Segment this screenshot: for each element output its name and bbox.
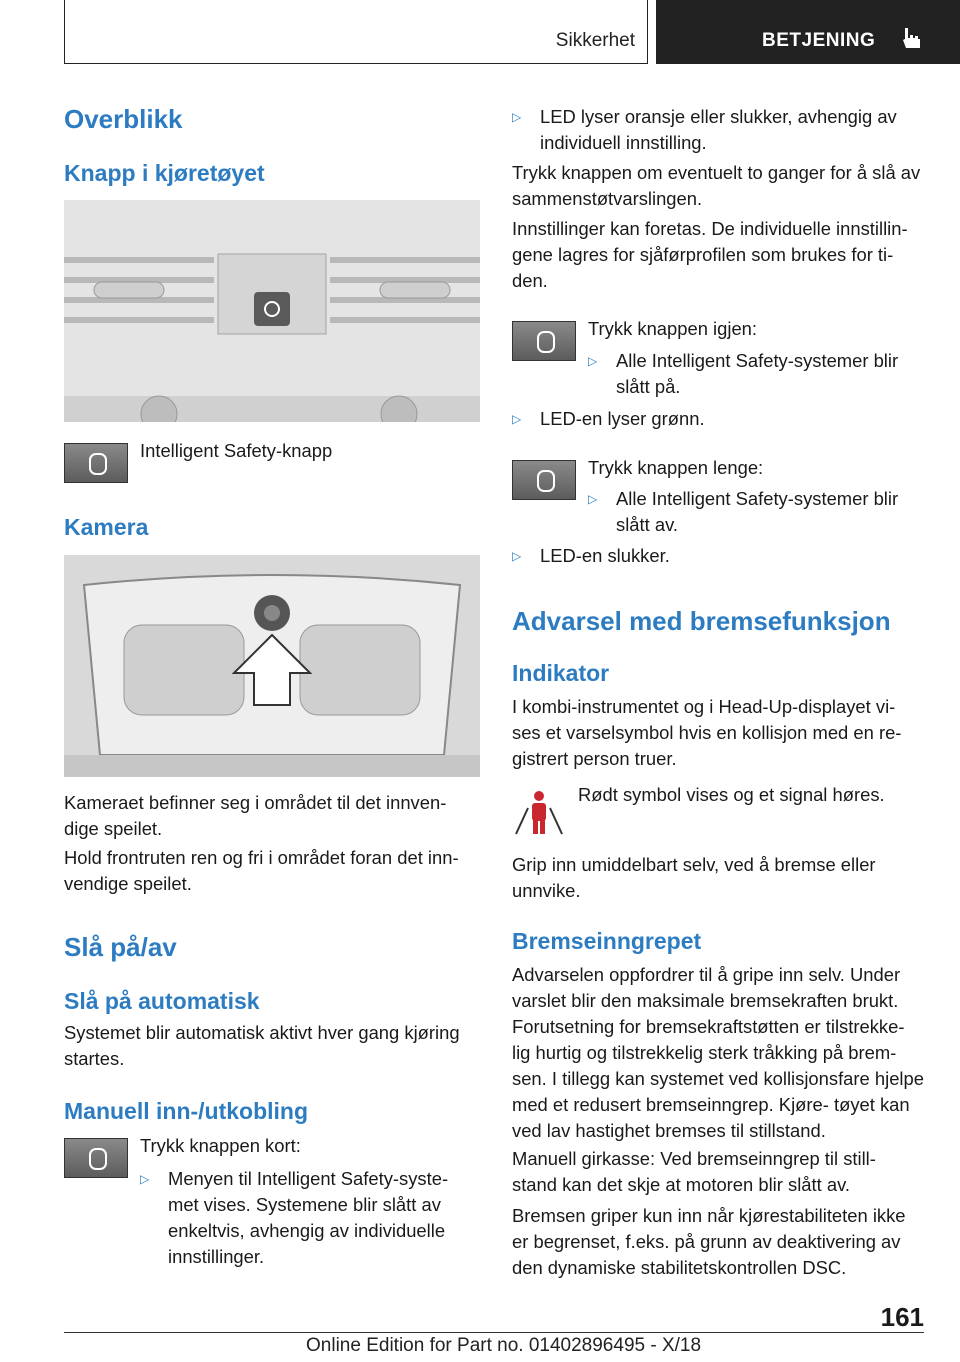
indicator-paragraph: I kombi-instrumentet og i Head-Up-displayet vi- ses et varselsymbol hvis en kollisjon med en re- gistrert person truer.	[512, 696, 902, 769]
safety-button-icon	[64, 1138, 128, 1178]
safety-button-icon	[512, 460, 576, 500]
heading-overview: Overblikk	[64, 104, 183, 134]
camera-photo	[64, 555, 480, 777]
heading-intervention: Bremseinngrepet	[512, 928, 702, 954]
settings-paragraph: Innstillinger kan foretas. De individuelle innstillin- gene lagres for sjåførprofilen som brukes for ti- den.	[512, 218, 908, 291]
windshield-camera-illustration	[64, 555, 480, 777]
long-press-bullet: ▷ Alle Intelligent Safety-systemer blir slått av.	[588, 486, 936, 538]
safety-button-icon	[512, 321, 576, 361]
safety-button-icon	[64, 443, 128, 483]
camera-paragraph-1: Kameraet befinner seg i området til det innven- dige speilet.	[64, 792, 447, 839]
heading-button-in-vehicle: Knapp i kjøretøyet	[64, 160, 265, 186]
camera-paragraph-2: Hold frontruten ren og fri i området foran det inn- vendige speilet.	[64, 847, 459, 894]
heading-indicator: Indikator	[512, 660, 610, 686]
header-chapter: BETJENING	[762, 30, 876, 51]
heading-auto-on: Slå på automatisk	[64, 988, 260, 1014]
led-orange-bullet: ▷ LED lyser oransje eller slukker, avhengig av individuell innstilling.	[512, 104, 924, 156]
heading-manual: Manuell inn-/utkobling	[64, 1098, 309, 1124]
footer-divider	[64, 1332, 924, 1333]
heading-brake-warning: Advarsel med bremsefunksjon	[512, 606, 891, 636]
heading-camera: Kamera	[64, 514, 149, 540]
page-number: 161	[880, 1302, 924, 1332]
header-section-box	[64, 0, 648, 64]
grip-paragraph: Grip inn umiddelbart selv, ved å bremse eller unnvike.	[512, 854, 876, 901]
intervention-paragraph-3: Bremsen griper kun inn når kjørestabiliteten ikke er begrenset, f.eks. på grunn av deaktivering av den dynamiske stabilitetskontrollen DSC.	[512, 1205, 906, 1278]
led-green-bullet: ▷ LED-en lyser grønn.	[512, 406, 924, 432]
press-again-text: Trykk knappen igjen:	[588, 318, 758, 339]
dashboard-button-photo	[64, 200, 480, 422]
header-chapter-box	[656, 0, 960, 64]
short-press-text: Trykk knappen kort:	[140, 1135, 301, 1156]
led-off-bullet: ▷ LED-en slukker.	[512, 543, 924, 569]
red-symbol-text: Rødt symbol vises og et signal høres.	[578, 784, 885, 805]
pedestrian-warning-icon	[512, 788, 566, 838]
heading-on-off: Slå på/av	[64, 932, 177, 962]
long-press-text: Trykk knappen lenge:	[588, 457, 764, 478]
caption-safety-button: Intelligent Safety-knapp	[140, 440, 333, 461]
pointing-hand-icon	[900, 26, 924, 52]
press-twice-paragraph: Trykk knappen om eventuelt to ganger for å slå av sammenstøtvarslingen.	[512, 162, 921, 209]
dashboard-illustration	[64, 200, 480, 422]
header-section: Sikkerhet	[555, 30, 635, 51]
intervention-paragraph-2: Manuell girkasse: Ved bremseinngrep til still- stand kan det skje at motoren blir slått av.	[512, 1148, 876, 1195]
intervention-paragraph-1: Advarselen oppfordrer til å gripe inn selv. Under varslet blir den maksimale bremsekraften brukt. Forutsetning for bremsekraftstøtten er tilstrekke- lig hurtig og tilstrekkelig sterk tråkking på brem- sen. I tillegg kan systemet ved kollisjonsfare hjelpe med et redusert bremseinngrep. Kjøre- tøyet kan ved lav hastighet bremses til stillstand.	[512, 964, 924, 1141]
press-again-bullet: ▷ Alle Intelligent Safety-systemer blir slått på.	[588, 348, 936, 400]
short-press-bullet: ▷ Menyen til Intelligent Safety-syste- met vises. Systemene blir slått av enkeltvis, avhengig av individuelle innstillinger.	[140, 1166, 482, 1270]
footer-edition: Online Edition for Part no. 01402896495 - X/18	[306, 1335, 702, 1356]
auto-paragraph: Systemet blir automatisk aktivt hver gang kjøring startes.	[64, 1022, 460, 1069]
